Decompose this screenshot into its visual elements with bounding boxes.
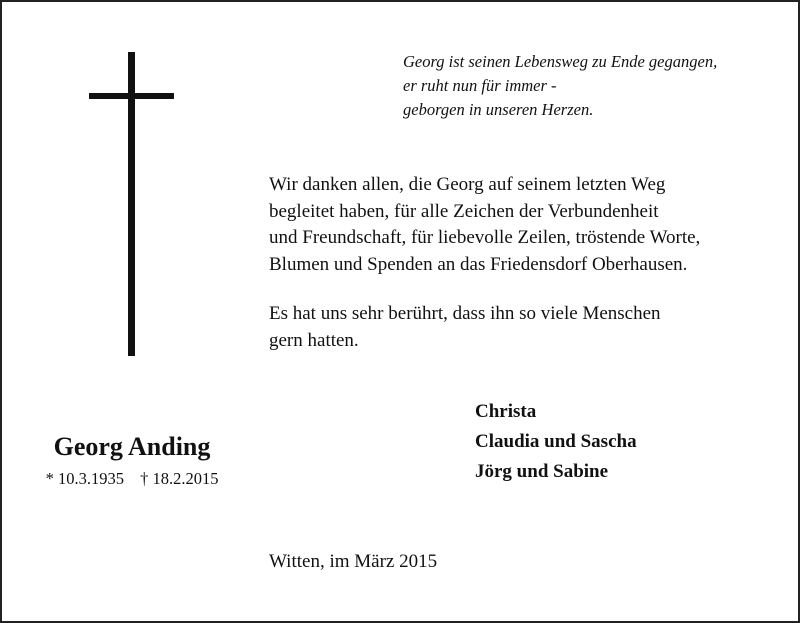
text-line: Blumen und Spenden an das Friedensdorf Oberhausen.	[269, 253, 688, 275]
thanks-text	[269, 172, 700, 377]
verse-line: Georg ist seinen Lebensweg zu Ende gegangen,	[403, 52, 718, 71]
text-line: Wir danken allen, die Georg auf seinem letzten Weg	[269, 174, 666, 195]
birth-date: * 10.3.1935	[45, 469, 124, 488]
life-dates	[0, 469, 264, 489]
death-date: † 18.2.2015	[140, 469, 219, 488]
memorial-verse	[403, 50, 717, 122]
verse-line: er ruht nun für immer -	[403, 76, 557, 95]
signer: Claudia und Sascha	[475, 431, 637, 452]
signer: Jörg und Sabine	[475, 461, 609, 482]
signers-list	[475, 397, 637, 487]
text-line: und Freundschaft, für liebevolle Zeilen, tröstende Worte,	[269, 227, 701, 248]
place-and-date: Witten, im März 2015	[269, 551, 438, 572]
closing-paragraph	[269, 301, 700, 354]
verse-line: geborgen in unseren Herzen.	[403, 100, 594, 119]
cross-horizontal-bar	[89, 93, 174, 99]
text-line: begleitet haben, für alle Zeichen der Verbundenheit	[269, 200, 659, 222]
deceased-name: Georg Anding	[53, 432, 211, 461]
thanks-paragraph	[269, 172, 700, 278]
signer: Christa	[475, 401, 537, 422]
text-line: gern hatten.	[269, 329, 359, 351]
text-line: Es hat uns sehr berührt, dass ihn so viele Menschen	[269, 303, 661, 324]
